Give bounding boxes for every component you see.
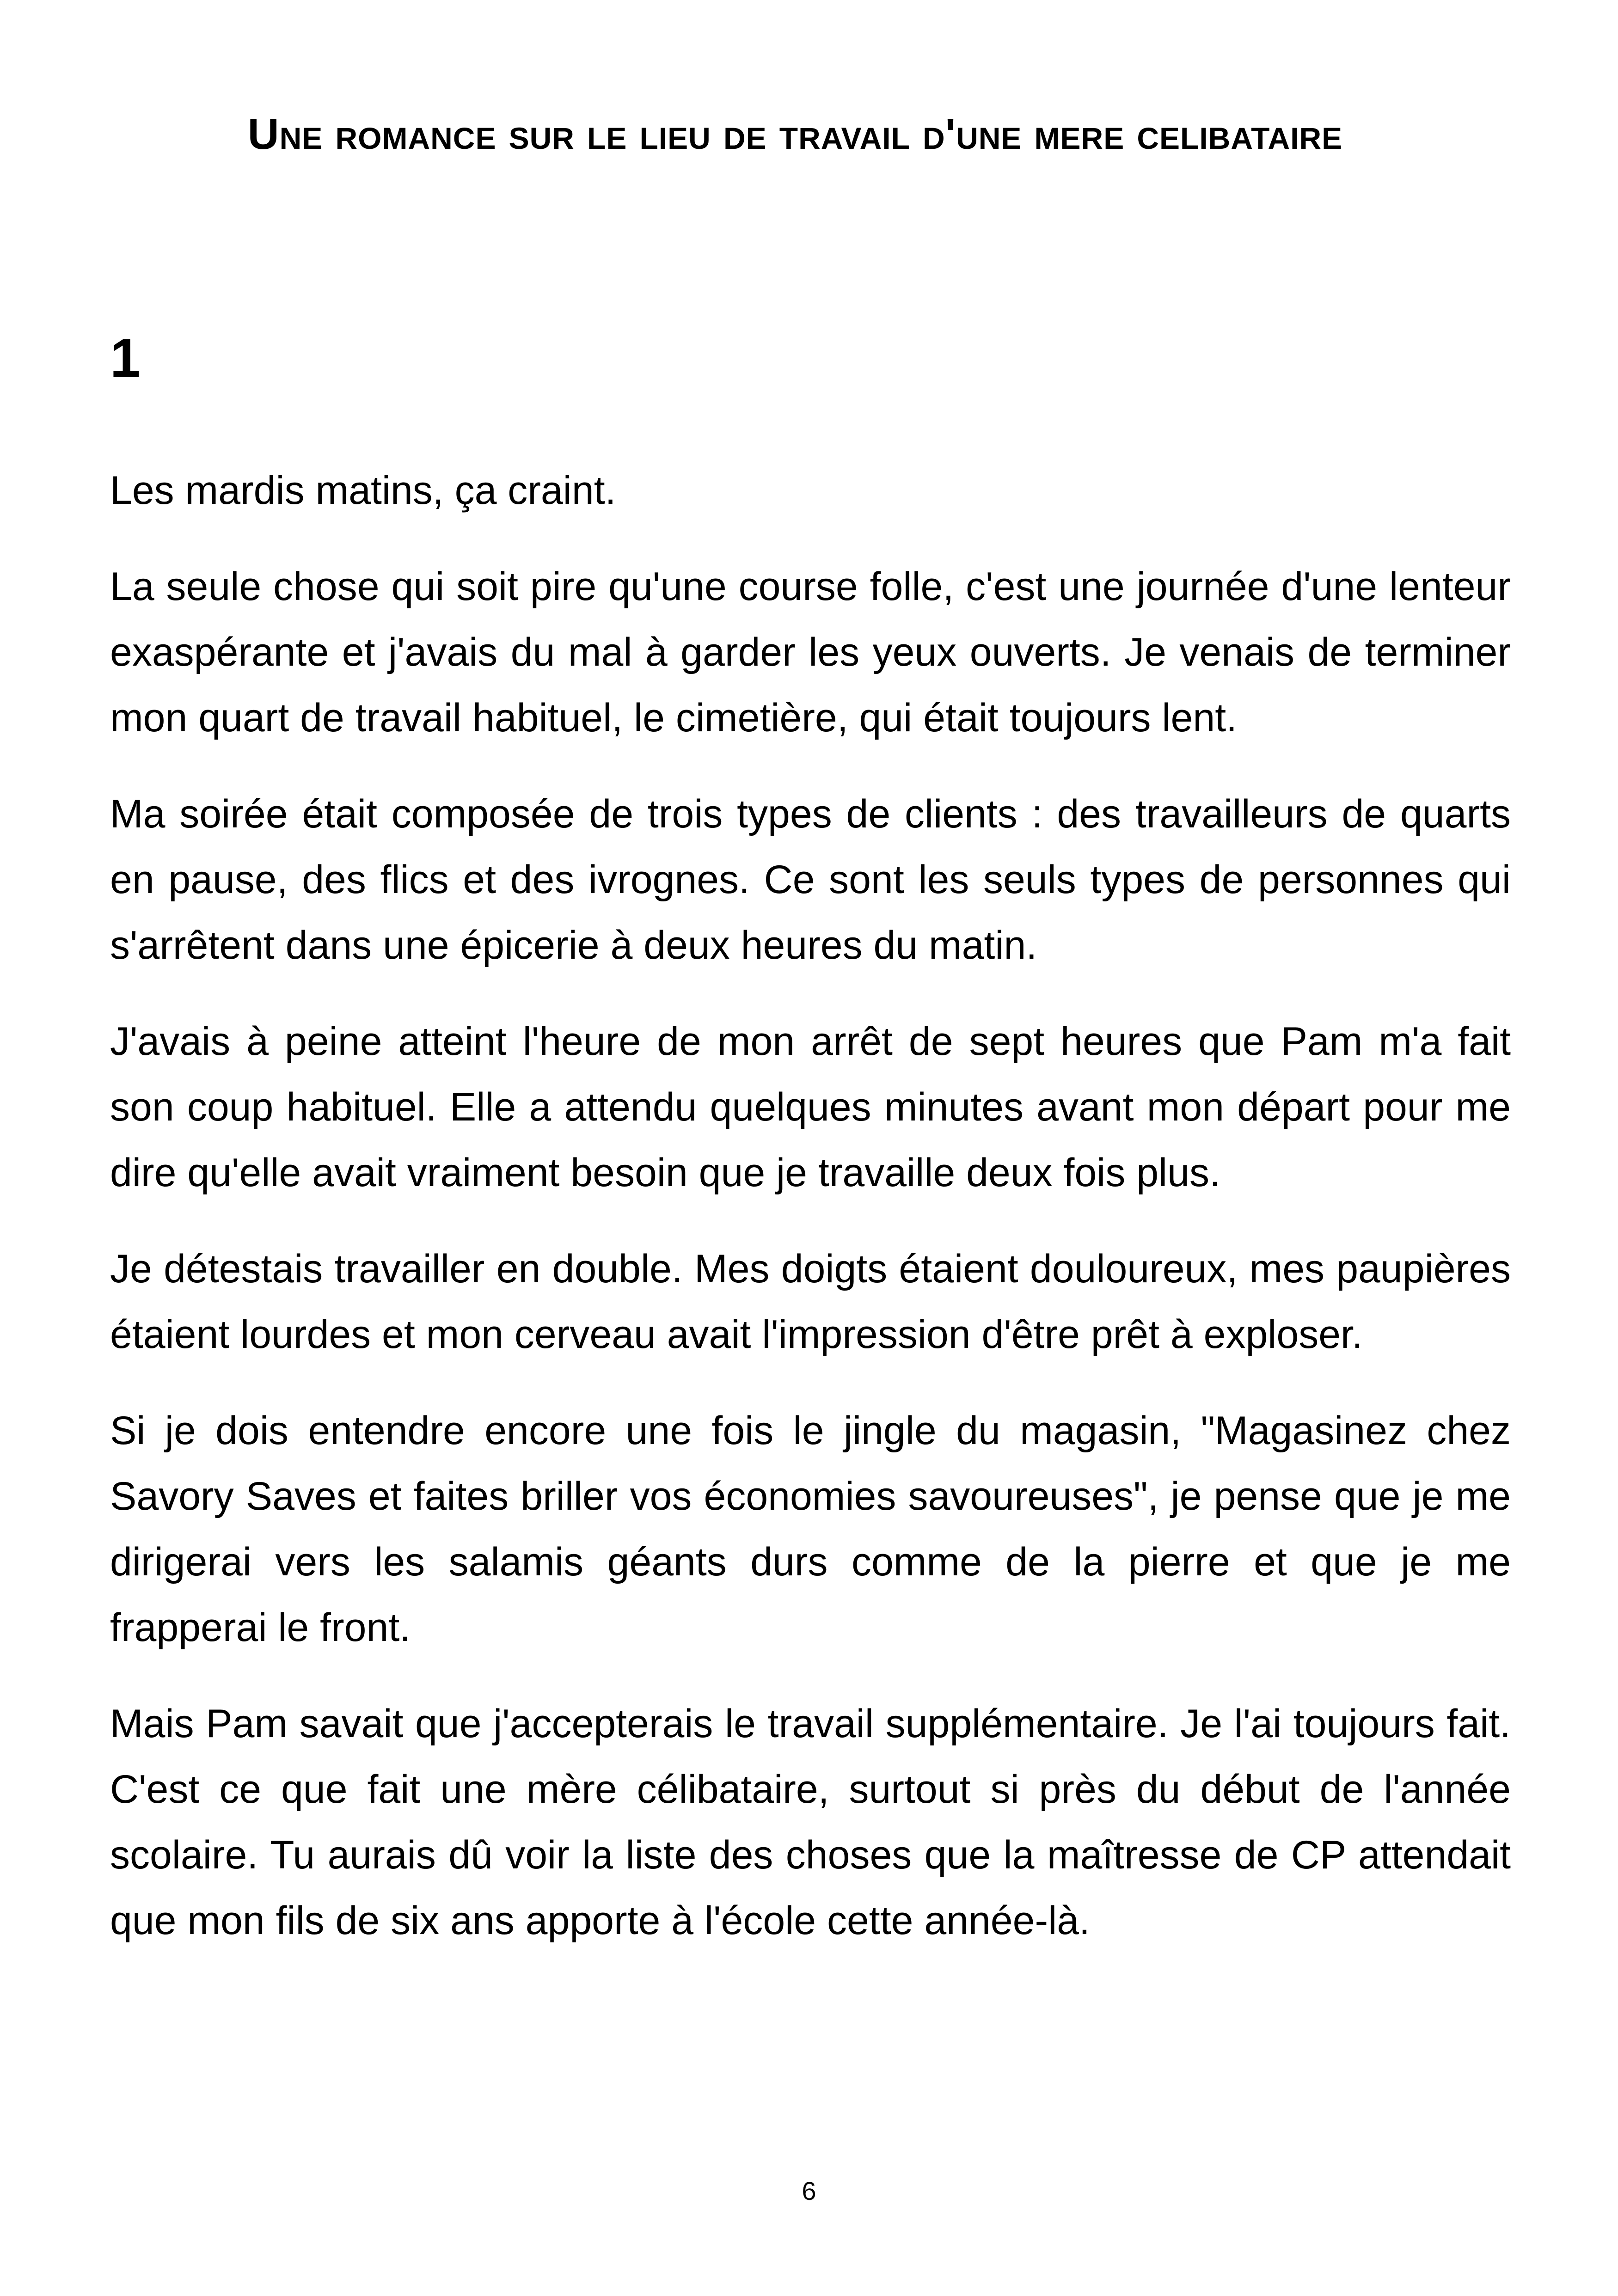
paragraph: J'avais à peine atteint l'heure de mon arrêt de sept heures que Pam m'a fait son coup habituel. Elle a attendu quelques minutes avant mon départ pour me dire qu'elle avait vraiment besoin que je travaille deux fois plus. (110, 1019, 1511, 1195)
page-title: Une romance sur le lieu de travail d'une mere celibataire (247, 110, 1343, 158)
paragraph: Ma soirée était composée de trois types de clients : des travailleurs de quarts en pause, des flics et des ivrognes. Ce sont les seuls types de personnes qui s'arrêtent dans une épicerie à deux heures du matin. (110, 792, 1511, 967)
paragraph: Si je dois entendre encore une fois le jingle du magasin, "Magasinez chez Savory Saves et faites briller vos économies savoureuses", je pense que je me dirigerai vers les salamis géants durs comme de la pierre et que je me frapperai le front. (110, 1408, 1511, 1650)
paragraph: Les mardis matins, ça craint. (110, 468, 616, 513)
page-number: 6 (802, 2176, 816, 2205)
body-text (110, 458, 1511, 1984)
paragraph: La seule chose qui soit pire qu'une course folle, c'est une journée d'une lenteur exaspérante et j'avais du mal à garder les yeux ouverts. Je venais de terminer mon quart de travail habituel, le cimetière, qui était toujours lent. (110, 564, 1511, 740)
paragraph: Mais Pam savait que j'accepterais le travail supplémentaire. Je l'ai toujours fait. C'est ce que fait une mère célibataire, surtout si près du début de l'année scolaire. Tu aurais dû voir la liste des choses que la maîtresse de CP attendait que mon fils de six ans apporte à l'école cette année-là. (110, 1702, 1511, 1943)
chapter-number: 1 (110, 328, 141, 389)
paragraph: Je détestais travailler en double. Mes doigts étaient douloureux, mes paupières étaient lourdes et mon cerveau avait l'impression d'être prêt à exploser. (110, 1247, 1511, 1357)
